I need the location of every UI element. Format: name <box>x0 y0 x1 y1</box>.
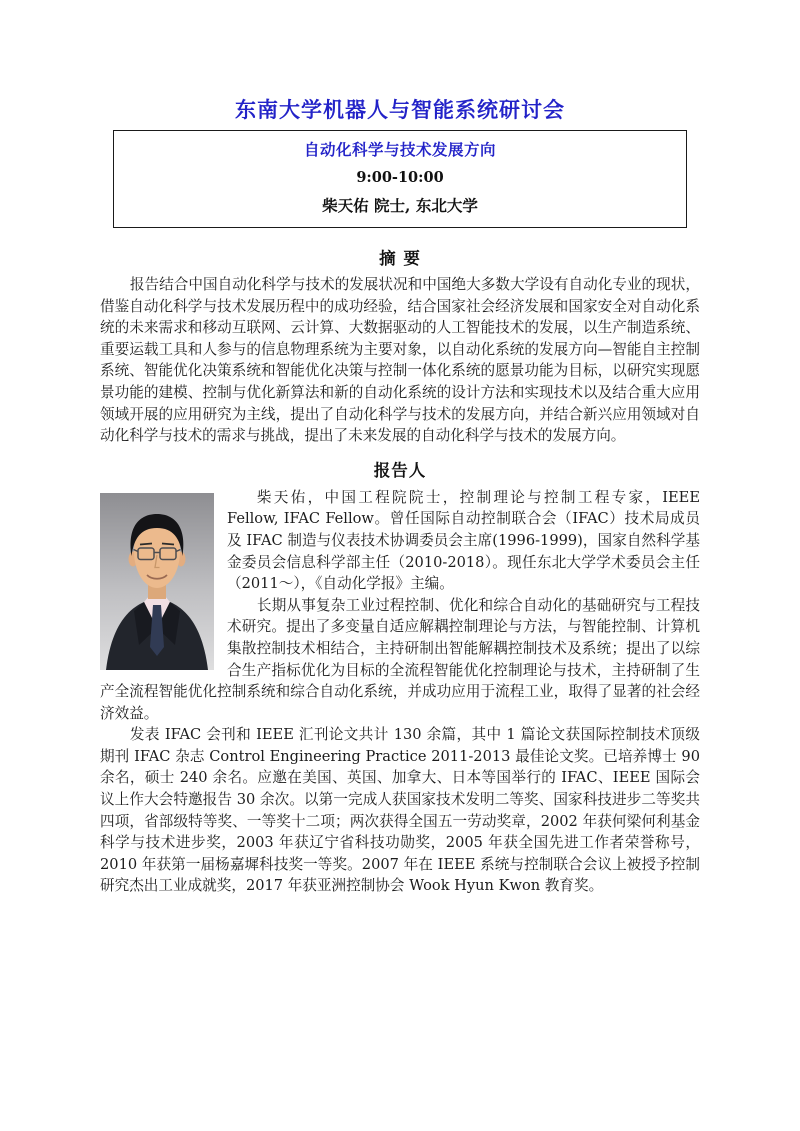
speaker-portrait-photo <box>100 493 214 670</box>
session-box <box>113 130 687 228</box>
session-topic: 自动化科学与技术发展方向 <box>303 141 496 159</box>
speaker-bio-paragraph-3: 发表 IFAC 会刊和 IEEE 汇刊论文共计 130 余篇，其中 1 篇论文获国际控制技术顶级期刊 IFAC 杂志 Control Engineering Practice 2011-2013 最佳论文奖。已培养博士 90 余名，硕士 240 余名。应邀在美国、英国、加拿大、日本等国举行的 IFAC、IEEE 国际会议上作大会特邀报告 30 余次。以第一完成人获国家技术发明二等奖、国家科技进步二等奖共四项，省部级特等奖、一等奖十二项；两次获得全国五一劳动奖章，2002 年获何梁何利基金科学与技术进步奖，2003 年获辽宁省科技功勋奖，2005 年获全国先进工作者荣誉称号，2010 年获第一届杨嘉墀科技奖一等奖。2007 年在 IEEE 系统与控制联合会议上被授予控制研究杰出工业成就奖，2017 年获亚洲控制协会 Wook Hyun Kwon 教育奖。 <box>100 726 700 895</box>
speaker-bio-paragraph-2: 长期从事复杂工业过程控制、优化和综合自动化的基础研究与工程技术研究。提出了多变量自适应解耦控制理论与方法，与智能控制、计算机集散控制技术相结合，主持研制出智能解耦控制技术及系统；提出了以综合生产指标优化为目标的全流程智能优化控制理论与技术，主持研制了生产全流程智能优化控制系统和综合自动化系统，并成功应用于流程工业，取得了显著的社会经济效益。 <box>100 596 700 722</box>
session-time: 9:00-10:00 <box>356 169 444 186</box>
session-speaker-line: 柴天佑 院士, 东北大学 <box>322 196 478 215</box>
speaker-bio-section <box>100 487 700 897</box>
abstract-text: 报告结合中国自动化科学与技术的发展状况和中国绝大多数大学设有自动化专业的现状，借鉴自动化科学与技术发展历程中的成功经验，结合国家社会经济发展和国家安全对自动化系统的未来需求和移动互联网、云计算、大数据驱动的人工智能技术的发展，以生产制造系统、重要运载工具和人参与的信息物理系统为主要对象，以自动化系统的发展方向—智能自主控制系统、智能优化决策系统和智能优化决策与控制一体化系统的愿景功能为目标，以研究实现愿景功能的建模、控制与优化新算法和新的自动化系统的设计方法和实现技术以及结合重大应用领域开展的应用研究为主线，提出了自动化科学与技术的发展方向，并结合新兴应用领域对自动化科学与技术的需求与挑战，提出了未来发展的自动化科学与技术的发展方向。 <box>100 276 700 445</box>
speaker-bio-paragraph-1: 柴天佑，中国工程院院士，控制理论与控制工程专家，IEEE Fellow, IFAC Fellow。曾任国际自动控制联合会（IFAC）技术局成员及 IFAC 制造与仪表技术协调委员会主席(1996-1999)，国家自然科学基金委员会信息科学部主任（2010-2018）。现任东北大学学术委员会主任（2011～），《自动化学报》主编。 <box>227 488 700 593</box>
abstract-heading: 摘 要 <box>379 249 421 268</box>
speaker-heading: 报告人 <box>373 460 427 480</box>
page-title: 东南大学机器人与智能系统研讨会 <box>235 98 565 122</box>
